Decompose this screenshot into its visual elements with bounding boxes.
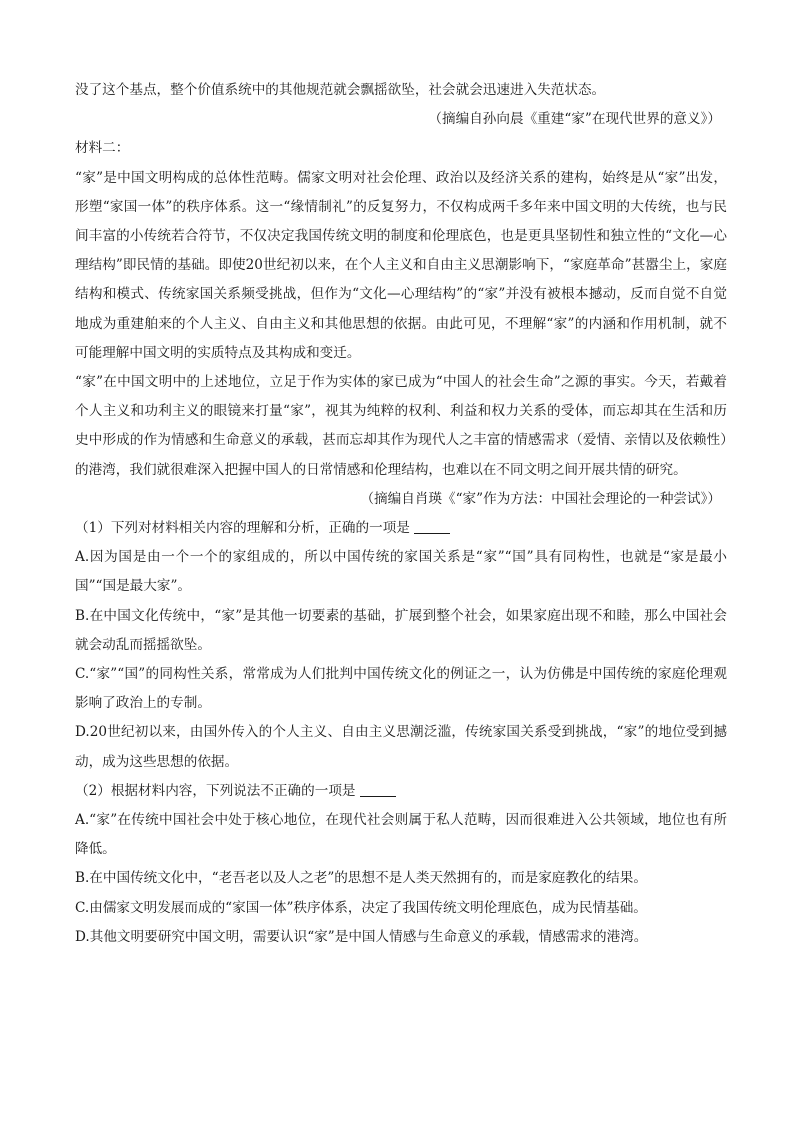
question-2-option-c: C.由儒家文明发展而成的“家国一体”秩序体系，决定了我国传统文明伦理底色，成为民情基础。 <box>75 899 647 916</box>
material-2-heading: 材料二： <box>75 140 130 157</box>
answer-blank-1[interactable] <box>414 519 450 534</box>
material-2-paragraph-1: “家”是中国文明构成的总体性范畴。儒家文明对社会伦理、政治以及经济关系的建构，始终是从“家”出发，形塑“家国一体”的秩序体系。这一“缘情制礼”的反复努力，不仅构成两千多年来中国文明的大传统，也与民间丰富的小传统若合符节，不仅决定我国传统文明的制度和伦理底色，也是更具坚韧性和独立性的“文化—心理结构”即民情的基础。即使20世纪初以来，在个人主义和自由主义思潮影响下，“家庭革命”甚嚣尘上，家庭结构和模式、传统家国关系频受挑战，但作为“文化—心理结构”的“家”并没有被根本撼动，反而自觉不自觉地成为重建舶来的个人主义、自由主义和其他思想的依据。由此可见，不理解“家”的内涵和作用机制，就不可能理解中国文明的实质特点及其构成和变迁。 <box>75 169 727 361</box>
document-page <box>75 76 727 952</box>
question-1-option-d: D.20世纪初以来，由国外传入的个人主义、自由主义思潮泛滥，传统家国关系受到挑战，“家”的地位受到撼动，成为这些思想的依据。 <box>75 724 727 770</box>
source-citation-2: （摘编自肖瑛《“家”作为方法：中国社会理论的一种尝试》） <box>360 490 721 507</box>
question-1-option-b: B.在中国文化传统中，“家”是其他一切要素的基础，扩展到整个社会，如果家庭出现不和睦，那么中国社会就会动乱而摇摇欲坠。 <box>75 607 727 653</box>
question-1-option-a: A.因为国是由一个一个的家组成的，所以中国传统的家国关系是“家”“国”具有同构性，也就是“家是最小国”“国是最大家”。 <box>75 549 727 595</box>
source-citation-1: （摘编自孙向晨《重建“家”在现代世界的意义》） <box>428 111 721 128</box>
intro-text: 没了这个基点，整个价值系统中的其他规范就会飘摇欲坠，社会就会迅速进入失范状态。 <box>75 82 606 98</box>
material-2-paragraph-2: “家”在中国文明中的上述地位，立足于作为实体的家已成为“中国人的社会生命”之源的事实。今天，若戴着个人主义和功利主义的眼镜来打量“家”，视其为纯粹的权利、利益和权力关系的受体，而忘却其在生活和历史中形成的作为情感和生命意义的承载，甚而忘却其作为现代人之丰富的情感需求（爱情、亲情以及依赖性）的港湾，我们就很难深入把握中国人的日常情感和伦理结构，也难以在不同文明之间开展共情的研究。 <box>75 374 727 478</box>
question-2-option-a: A.“家”在传统中国社会中处于核心地位，在现代社会则属于私人范畴，因而很难进入公共领域，地位也有所降低。 <box>75 812 727 858</box>
question-2-option-d: D.其他文明要研究中国文明，需要认识“家”是中国人情感与生命意义的承载，情感需求的港湾。 <box>75 928 648 945</box>
question-2-stem-text: （2）根据材料内容，下列说法不正确的一项是 <box>75 782 356 799</box>
answer-blank-2[interactable] <box>360 782 396 797</box>
question-2-option-b: B.在中国传统文化中，“老吾老以及人之老”的思想不是人类天然拥有的，而是家庭教化的结果。 <box>75 870 647 887</box>
question-1-stem <box>75 514 727 543</box>
question-2-stem <box>75 777 727 806</box>
question-1-stem-text: （1）下列对材料相关内容的理解和分析，正确的一项是 <box>75 520 410 537</box>
question-1-option-c: C.“家”“国”的同构性关系，常常成为人们批判中国传统文化的例证之一，认为仿佛是中国传统的家庭伦理观影响了政治上的专制。 <box>75 666 727 712</box>
